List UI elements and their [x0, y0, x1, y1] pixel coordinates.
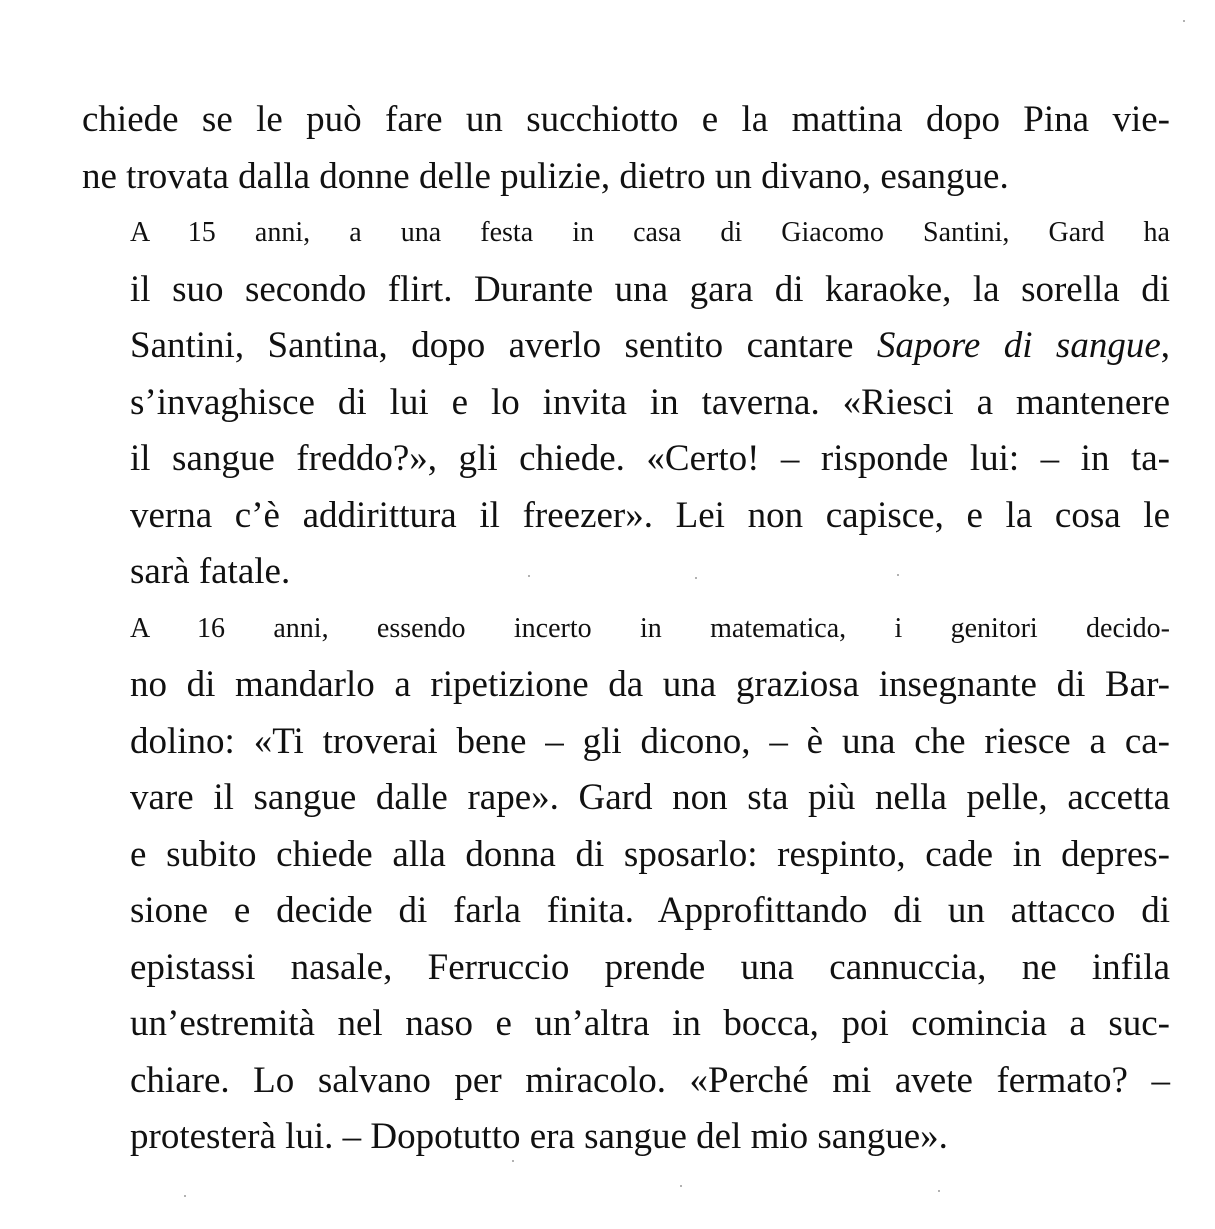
text-line: sione e decide di farla finita. Approfittando di un attacco di [130, 890, 1170, 931]
text-line: e subito chiede alla donna di sposarlo: respinto, cade in depres- [130, 833, 1170, 875]
scan-speck [184, 1195, 186, 1197]
scan-speck [695, 577, 697, 579]
song-title: Sapore di sangue [876, 325, 1161, 366]
text-line: dolino: «Ti troverai bene – gli dicono, – è una che riesce a ca- [130, 720, 1170, 762]
scan-speck [680, 1185, 682, 1187]
text-line: protesterà lui. – Dopotutto era sangue del mio sangue». [130, 1116, 948, 1157]
text-fragment: , [1160, 325, 1170, 366]
text-line: ne trovata dalla donne delle pulizie, dietro un divano, esangue. [82, 155, 1009, 197]
text-line: A 16 anni, essendo incerto in matematica, i genitori decido- [130, 612, 1170, 644]
text-line: il suo secondo flirt. Durante una gara di karaoke, la sorella di [130, 268, 1170, 310]
book-page-text [82, 92, 1170, 1166]
text-line: chiare. Lo salvano per miracolo. «Perché mi avete fermato? – [130, 1059, 1170, 1101]
text-line: il sangue freddo?», gli chiede. «Certo! – risponde lui: – in ta- [130, 438, 1170, 479]
scan-speck [528, 575, 530, 577]
text-line-with-title [82, 318, 1170, 375]
scan-speck [1183, 20, 1185, 22]
text-line: un’estremità nel naso e un’altra in bocca, poi comincia a suc- [130, 1003, 1170, 1044]
paragraph-3 [82, 601, 1170, 1166]
text-line: epistassi nasale, Ferruccio prende una cannuccia, ne infila [130, 946, 1170, 988]
text-line: s’invaghisce di lui e lo invita in taverna. «Riesci a mantenere [130, 381, 1170, 423]
scan-speck [512, 1160, 514, 1162]
scan-speck [938, 1190, 940, 1192]
text-line: vare il sangue dalle rape». Gard non sta più nella pelle, accetta [130, 777, 1170, 818]
text-line: sarà fatale. [130, 551, 291, 592]
paragraph-2 [82, 205, 1170, 601]
scan-speck [897, 574, 899, 576]
paragraph-1 [82, 92, 1170, 205]
text-fragment: Santini, Santina, dopo averlo sentito cantare [130, 325, 877, 366]
text-line: chiede se le può fare un succhiotto e la mattina dopo Pina vie- [82, 99, 1170, 140]
text-line: verna c’è addirittura il freezer». Lei non capisce, e la cosa le [130, 494, 1170, 536]
text-line: A 15 anni, a una festa in casa di Giacomo Santini, Gard ha [130, 217, 1170, 248]
text-line: no di mandarlo a ripetizione da una graziosa insegnante di Bar- [130, 664, 1170, 705]
